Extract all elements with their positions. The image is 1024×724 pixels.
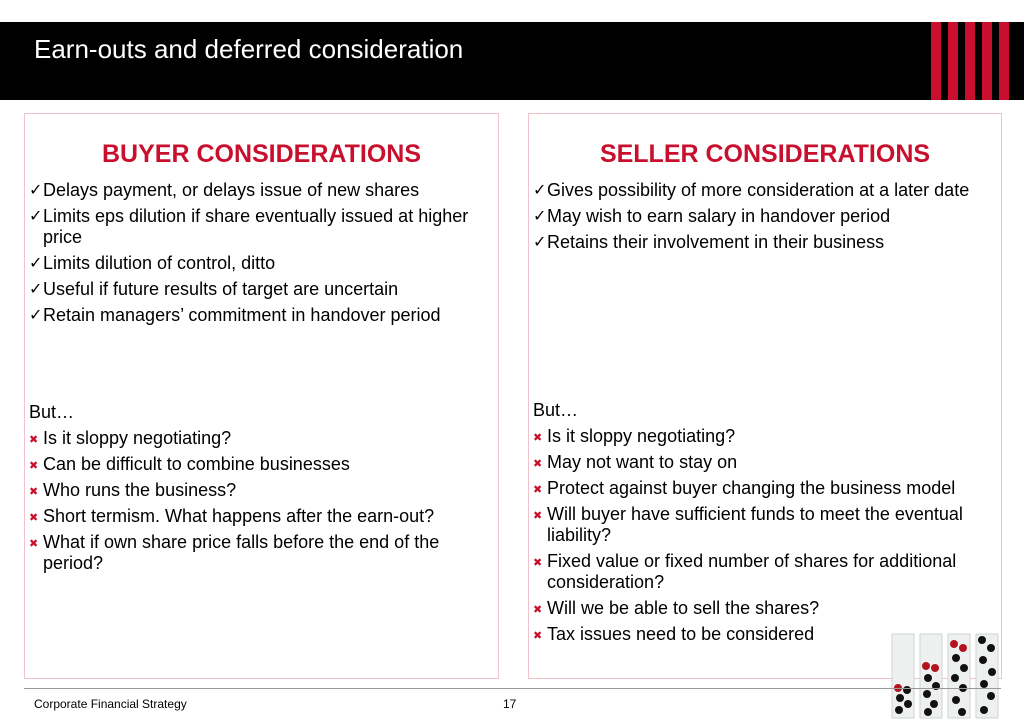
cross-icon: ✖ [533,510,543,522]
list-item: ✖ Who runs the business? [29,480,494,501]
buyer-pros-list [29,180,494,331]
list-item: ✓ Delays payment, or delays issue of new shares [29,180,420,200]
check-icon: ✓ [29,255,43,272]
footer-title: Corporate Financial Strategy [34,697,187,711]
footer-divider [24,688,1001,689]
list-item: ✖ Will buyer have sufficient funds to meet the eventual liability? [533,504,963,545]
list-item: ✖ Tax issues need to be considered [533,624,997,645]
brand-stripe [965,22,975,100]
list-item: ✖ Short termism. What happens after the earn-out? [29,506,494,527]
bead-jars-image [888,628,1016,720]
list-item: ✖ Is it sloppy negotiating? [533,426,997,447]
brand-stripe [982,22,992,100]
buyer-cons-list [29,428,494,579]
buyer-but-label: But… [29,402,75,422]
cross-icon: ✖ [533,484,543,496]
cross-icon: ✖ [29,460,39,472]
seller-cons-list [533,426,997,650]
list-item: ✓ Limits dilution of control, ditto [29,253,276,273]
cross-icon: ✖ [29,538,39,550]
check-icon: ✓ [29,307,43,324]
brand-stripe [948,22,958,100]
list-item: ✖ Fixed value or fixed number of shares for additional consideration? [533,551,957,592]
list-item: ✖ Will we be able to sell the shares? [533,598,997,619]
check-icon: ✓ [533,182,547,199]
cross-icon: ✖ [533,604,543,616]
cross-icon: ✖ [533,630,543,642]
check-icon: ✓ [533,208,547,225]
brand-stripe [999,22,1009,100]
list-item: ✓ Limits eps dilution if share eventually issued at higher price [29,206,469,247]
buyer-panel [24,113,499,679]
list-item: ✓ Gives possibility of more consideration at a later date [533,180,970,200]
brand-stripe [931,22,941,100]
cross-icon: ✖ [29,486,39,498]
list-item: ✖ Protect against buyer changing the business model [533,478,997,499]
seller-panel [528,113,1002,679]
cross-icon: ✖ [29,512,39,524]
seller-heading: SELLER CONSIDERATIONS [599,140,931,168]
cross-icon: ✖ [533,557,543,569]
buyer-heading: BUYER CONSIDERATIONS [101,140,421,168]
check-icon: ✓ [29,281,43,298]
list-item: ✓ Retain managers’ commitment in handover period [29,305,441,325]
page-number: 17 [503,697,517,711]
cross-icon: ✖ [29,434,39,446]
list-item: ✓ May wish to earn salary in handover period [533,206,891,226]
list-item: ✖ Is it sloppy negotiating? [29,428,494,449]
list-item: ✖ Can be difficult to combine businesses [29,454,494,475]
seller-but-label: But… [533,400,579,420]
cross-icon: ✖ [533,432,543,444]
check-icon: ✓ [533,234,547,251]
list-item: ✖ May not want to stay on [533,452,997,473]
cross-icon: ✖ [533,458,543,470]
check-icon: ✓ [29,208,43,225]
check-icon: ✓ [29,182,43,199]
seller-pros-list [533,180,997,258]
brand-stripes [931,22,1011,100]
list-item: ✖ What if own share price falls before the end of the period? [29,532,440,573]
list-item: ✓ Retains their involvement in their business [533,232,885,252]
page-title: Earn-outs and deferred consideration [34,34,464,64]
list-item: ✓ Useful if future results of target are uncertain [29,279,399,299]
